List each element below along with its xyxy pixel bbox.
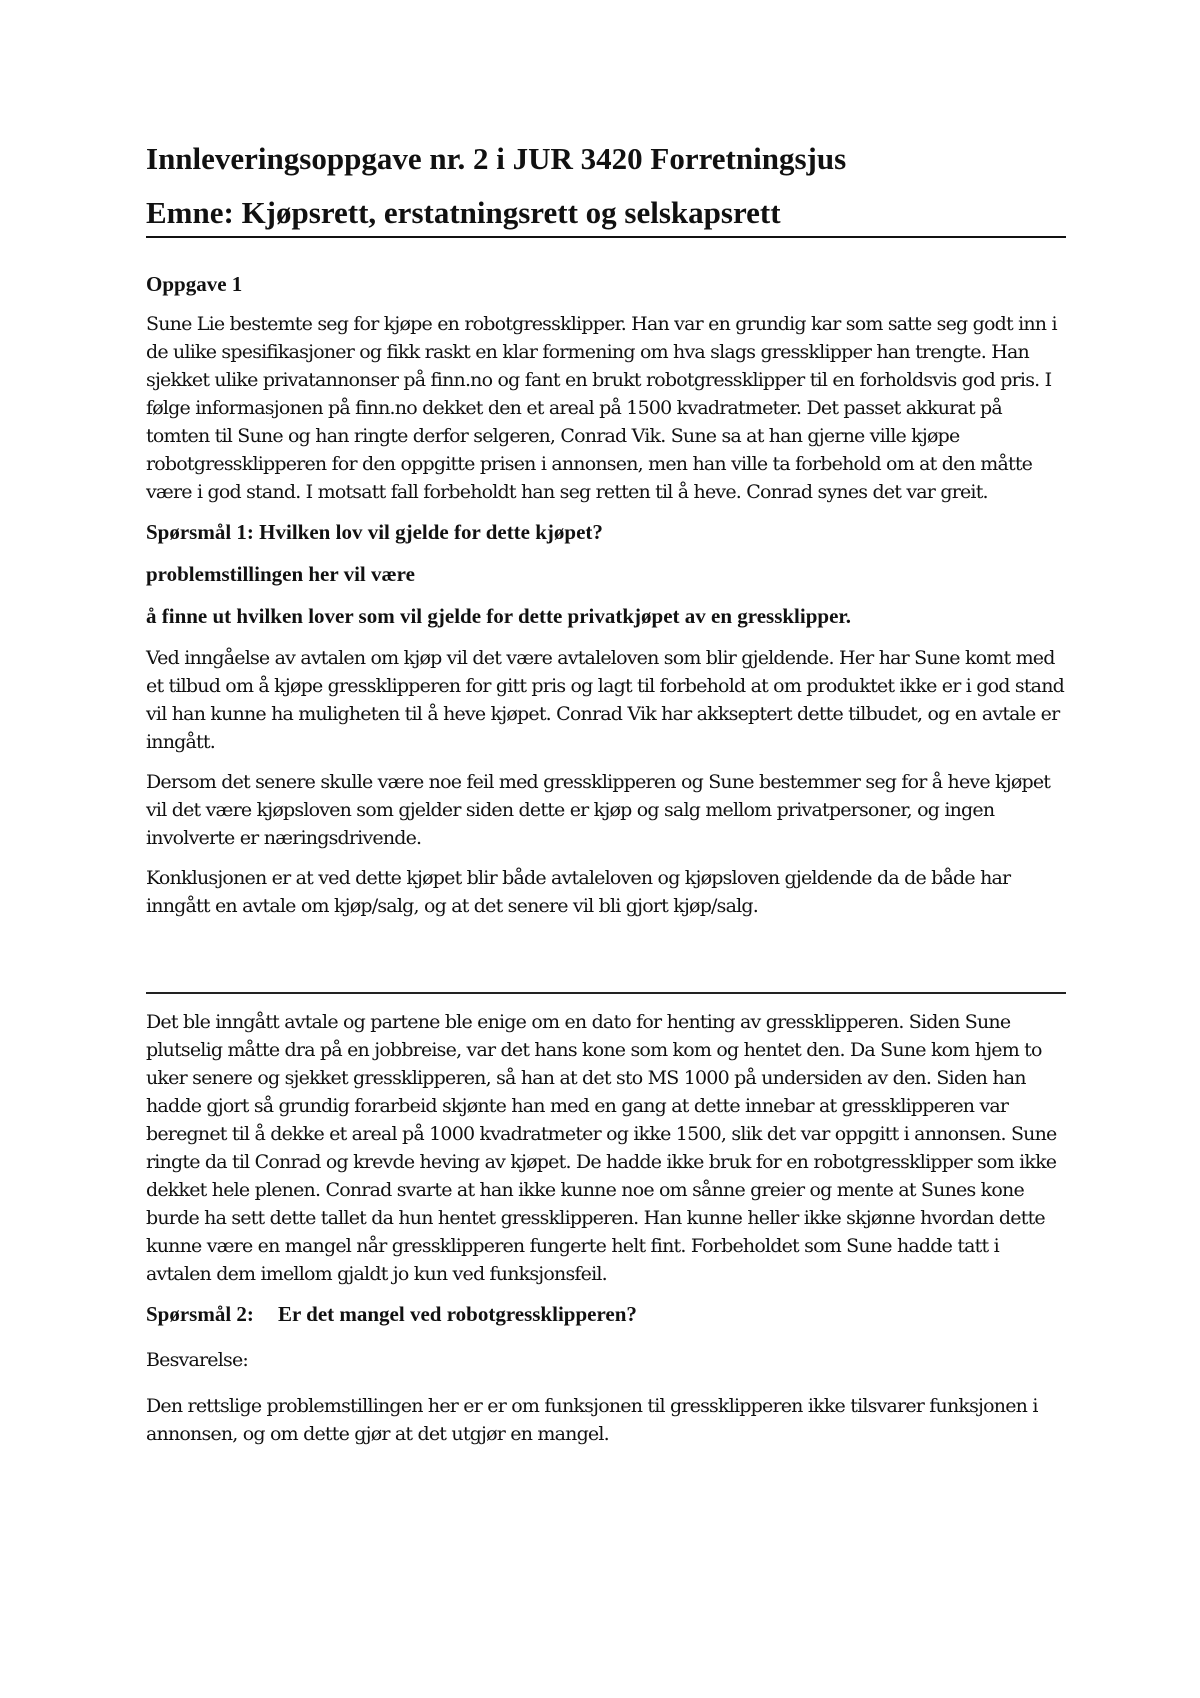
question2-label: Spørsmål 2: bbox=[146, 1302, 254, 1326]
question2-text: Er det mangel ved robotgressklipperen? bbox=[277, 1302, 637, 1326]
problem-text: å finne ut hvilken lover som vil gjelde for dette privatkjøpet av en gressklipper. bbox=[146, 604, 852, 628]
answer1-paragraph-3: Konklusjonen er at ved dette kjøpet blir både avtaleloven og kjøpsloven gjeldende da de både har inngått en avtale om kjøp/salg, og at det senere vil bli gjort kjøp/salg. bbox=[146, 867, 1011, 917]
document-subtitle: Emne: Kjøpsrett, erstatningsrett og selskapsrett bbox=[146, 194, 1066, 238]
task1-heading: Oppgave 1 bbox=[146, 272, 243, 296]
task2-intro: Det ble inngått avtale og partene ble enige om en dato for henting av gressklipperen. Siden Sune plutselig måtte dra på en jobbreise, var det hans kone som kom og hentet den. Da Sune kom hjem to uker senere og sjekket gressklipperen, så han at det sto MS 1000 på undersiden av den. Siden han hadde gjort så grundig forarbeid skjønte han med en gang at dette innebar at gressklipperen var beregnet til å dekke et areal på 1000 kvadratmeter og ikke 1500, slik det var oppgitt i annonsen. Sune ringte da til Conrad og krevde heving av kjøpet. De hadde ikke bruk for en robotgressklipper som ikke dekket hele plenen. Conrad svarte at han ikke kunne noe om sånne greier og mente at Sunes kone burde ha sett dette tallet da hun hentet gressklipperen. Han kunne heller ikke skjønne hvordan dette kunne være en mangel når gressklipperen fungerte helt fint. Forbeholdet som Sune hadde tatt i avtalen dem imellom gjaldt jo kun ved funksjonsfeil. bbox=[146, 1011, 1057, 1285]
document-content bbox=[146, 140, 1066, 1460]
answer2-label: Besvarelse: bbox=[146, 1349, 249, 1371]
answer1-paragraph-2: Dersom det senere skulle være noe feil med gressklipperen og Sune bestemmer seg for å heve kjøpet vil det være kjøpsloven som gjelder siden dette er kjøp og salg mellom privatpersoner, og ingen involverte er næringsdrivende. bbox=[146, 771, 1051, 849]
section-divider bbox=[146, 992, 1066, 994]
problem-label: problemstillingen her vil være bbox=[146, 562, 415, 586]
question1: Spørsmål 1: Hvilken lov vil gjelde for dette kjøpet? bbox=[146, 520, 603, 544]
document-title: Innleveringsoppgave nr. 2 i JUR 3420 Forretningsjus bbox=[146, 141, 847, 176]
answer1-paragraph-1: Ved inngåelse av avtalen om kjøp vil det være avtaleloven som blir gjeldende. Her har Sune komt med et tilbud om å kjøpe gressklipperen for gitt pris og lagt til forbehold at om produktet ikke er i god stand vil han kunne ha muligheten til å heve kjøpet. Conrad Vik har akkseptert dette tilbudet, og en avtale er inngått. bbox=[146, 647, 1065, 753]
task1-intro: Sune Lie bestemte seg for kjøpe en robotgressklipper. Han var en grundig kar som satte seg godt inn i de ulike spesifikasjoner og fikk raskt en klar formening om hva slags gressklipper han trengte. Han sjekket ulike privatannonser på finn.no og fant en brukt robotgressklipper til en forholdsvis god pris. I følge informasjonen på finn.no dekket den et areal på 1500 kvadratmeter. Det passet akkurat på tomten til Sune og han ringte derfor selgeren, Conrad Vik. Sune sa at han gjerne ville kjøpe robotgressklipperen for den oppgitte prisen i annonsen, men han ville ta forbehold om at den måtte være i god stand. I motsatt fall forbeholdt han seg retten til å heve. Conrad synes det var greit. bbox=[146, 313, 1057, 503]
answer2-text: Den rettslige problemstillingen her er er om funksjonen til gressklipperen ikke tilsvarer funksjonen i annonsen, og om dette gjør at det utgjør en mangel. bbox=[146, 1395, 1038, 1445]
question2 bbox=[146, 1300, 1066, 1328]
